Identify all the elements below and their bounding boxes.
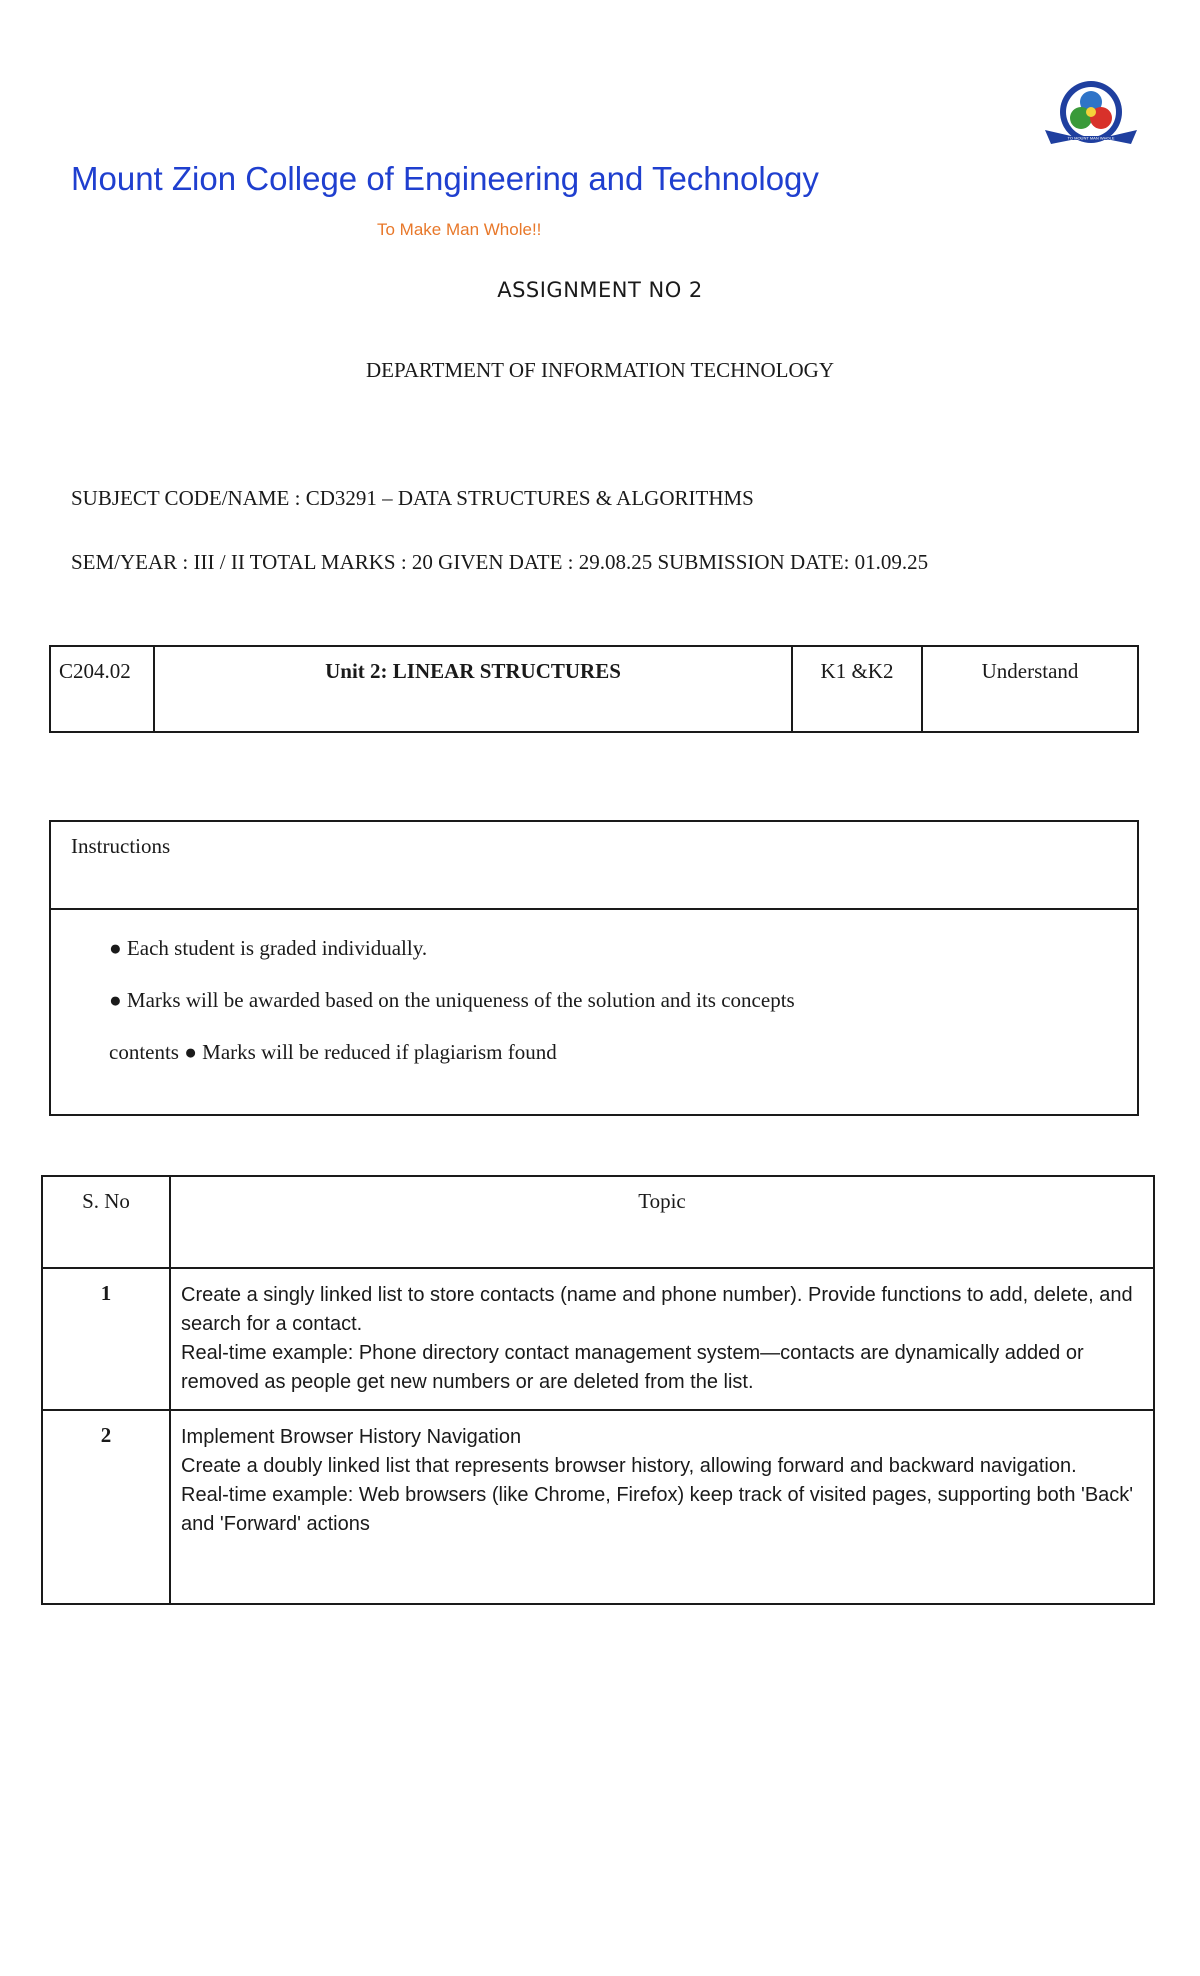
instruction-line: contents ● Marks will be reduced if plagiarism found (109, 1040, 557, 1064)
co-level: K1 &K2 (792, 646, 922, 732)
instruction-line: ● Each student is graded individually. (109, 936, 428, 960)
assignment-title: ASSIGNMENT NO 2 (497, 278, 703, 302)
row-topic (170, 1268, 1154, 1410)
semester-line: SEM/YEAR : III / II TOTAL MARKS : 20 GIVEN DATE : 29.08.25 SUBMISSION DATE: 01.09.25 (71, 550, 929, 574)
topic-line: Create a doubly linked list that represents browser history, allowing forward and backward navigation. (181, 1455, 1077, 1477)
instructions-body (50, 909, 1138, 1115)
table-row (42, 1410, 1154, 1604)
instructions-heading: Instructions (50, 821, 1138, 909)
topic-header: Topic (170, 1176, 1154, 1268)
instruction-line: ● Marks will be awarded based on the uniqueness of the solution and its concepts (109, 988, 795, 1012)
topics-table (41, 1175, 1155, 1605)
table-row (42, 1268, 1154, 1410)
college-motto: To Make Man Whole!! (377, 220, 542, 239)
co-bloom: Understand (922, 646, 1138, 732)
co-code: C204.02 (50, 646, 154, 732)
topic-line: Real-time example: Web browsers (like Chrome, Firefox) keep track of visited pages, supporting both 'Back' and 'Forward' actions (181, 1484, 1134, 1535)
department-name: DEPARTMENT OF INFORMATION TECHNOLOGY (366, 358, 834, 382)
college-emblem-icon (1041, 78, 1141, 158)
row-topic (170, 1410, 1154, 1604)
row-sno: 1 (42, 1268, 170, 1410)
logo-ribbon-text: TO MOUNT MAN WHOLE (1067, 135, 1115, 141)
college-name: Mount Zion College of Engineering and Technology (71, 160, 819, 197)
topic-line: Real-time example: Phone directory contact management system—contacts are dynamically added or removed as people get new numbers or are deleted from the list. (181, 1342, 1084, 1393)
topic-line: Implement Browser History Navigation (181, 1426, 522, 1448)
course-outcome-table (49, 645, 1139, 733)
co-unit: Unit 2: LINEAR STRUCTURES (154, 646, 792, 732)
subject-line: SUBJECT CODE/NAME : CD3291 – DATA STRUCTURES & ALGORITHMS (71, 486, 754, 510)
instructions-table (49, 820, 1139, 1116)
sno-header: S. No (42, 1176, 170, 1268)
row-sno: 2 (42, 1410, 170, 1604)
topic-line: Create a singly linked list to store contacts (name and phone number). Provide functions to add, delete, and search for a contact. (181, 1284, 1133, 1335)
